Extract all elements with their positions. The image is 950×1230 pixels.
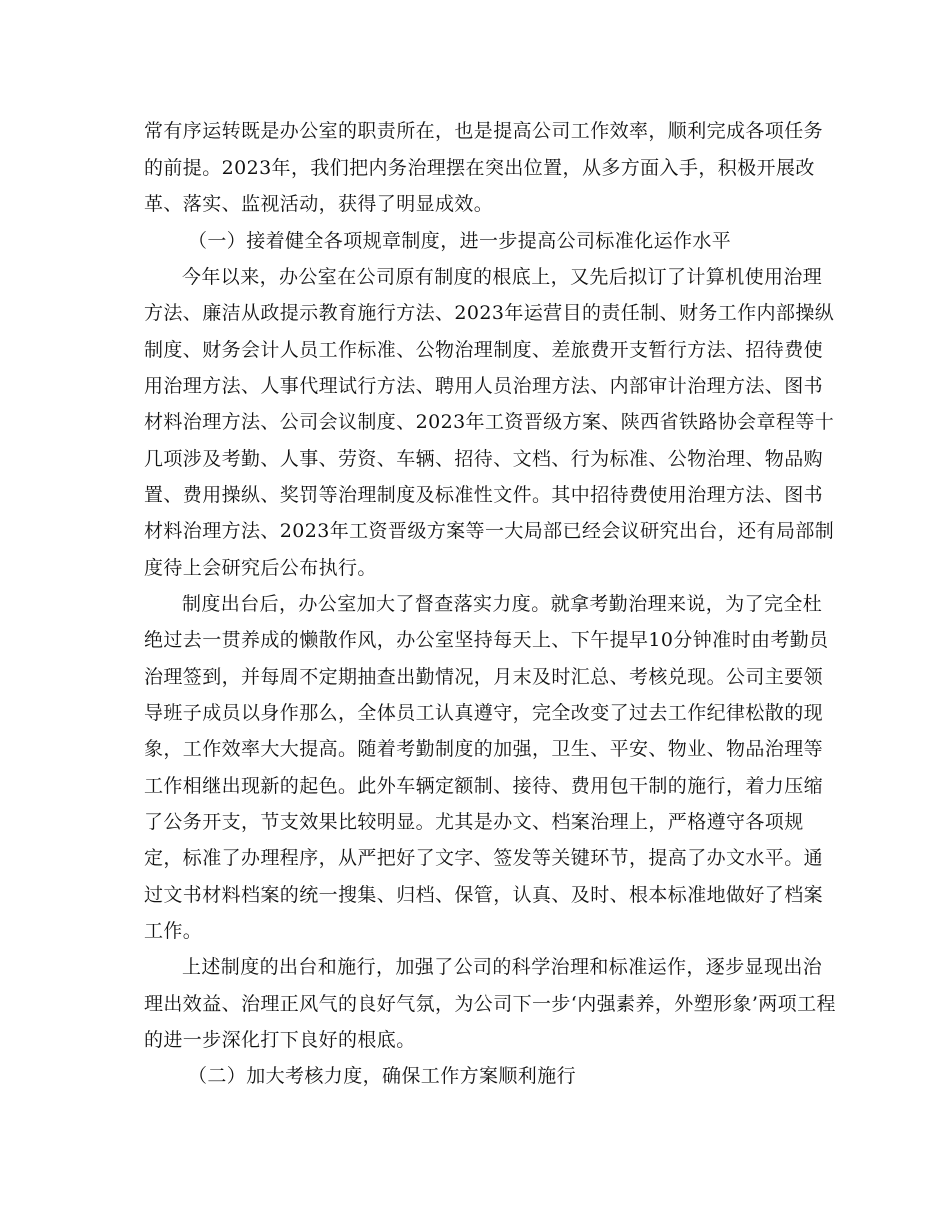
text-line: 方法、廉洁从政提示教育施行方法、2023年运营目的责任制、财务工作内部操纵	[144, 302, 835, 324]
text-line: 的前提。2023年，我们把内务治理摆在突出位置，从多方面入手，积极开展改	[144, 157, 815, 179]
text-line: 今年以来，办公室在公司原有制度的根底上，又先后拟订了计算机使用治理	[182, 266, 823, 288]
text-line: 常有序运转既是办公室的职责所在，也是提高公司工作效率，顺利完成各项任务	[144, 120, 824, 142]
text-line: 导班子成员以身作那么，全体员工认真遵守，完全改变了过去工作纪律松散的现	[144, 702, 824, 724]
text-line: 过文书材料档案的统一搜集、归档、保管，认真、及时、根本标准地做好了档案	[144, 884, 824, 906]
text-line: 象，工作效率大大提高。随着考勤制度的加强，卫生、平安、物业、物品治理等	[144, 738, 824, 760]
text-line: 制度、财务会计人员工作标准、公物治理制度、差旅费开支暂行方法、招待费使	[144, 339, 824, 361]
text-line: 材料治理方法、2023年工资晋级方案等一大局部已经会议研究出台，还有局部制	[144, 520, 835, 542]
text-line: 几项涉及考勤、人事、劳资、车辆、招待、文档、行为标准、公物治理、物品购	[144, 448, 824, 470]
text-line: 上述制度的出台和施行，加强了公司的科学治理和标准运作，逐步显现出治	[182, 956, 823, 978]
text-line: 工作。	[144, 920, 203, 942]
text-line: 的进一步深化打下良好的根底。	[144, 1029, 416, 1051]
section-heading: （一）接着健全各项规章制度，进一步提高公司标准化运作水平	[188, 230, 732, 252]
text-line: 用治理方法、人事代理试行方法、聘用人员治理方法、内部审计治理方法、图书	[144, 375, 824, 397]
text-line: 工作相继出现新的起色。此外车辆定额制、接待、费用包干制的施行，着力压缩	[144, 775, 824, 797]
text-line: 了公务开支，节支效果比较明显。尤其是办文、档案治理上，严格遵守各项规	[144, 811, 804, 833]
text-line: 绝过去一贯养成的懒散作风，办公室坚持每天上、下午提早10分钟准时由考勤员	[144, 629, 829, 651]
text-line: 理出效益、治理正风气的良好气氛，为公司下一步‘内强素养，外塑形象’两项工程	[144, 993, 836, 1015]
text-line: 定，标准了办理程序，从严把好了文字、签发等关键环节，提高了办文水平。通	[144, 847, 824, 869]
section-heading: （二）加大考核力度，确保工作方案顺利施行	[188, 1065, 577, 1087]
text-line: 革、落实、监视活动，获得了明显成效。	[144, 193, 494, 215]
text-line: 度待上会研究后公布执行。	[144, 557, 377, 579]
text-line: 治理签到，并每周不定期抽查出勤情况，月末及时汇总、考核兑现。公司主要领	[144, 666, 824, 688]
text-line: 材料治理方法、公司会议制度、2023年工资晋级方案、陕西省铁路协会章程等十	[144, 411, 835, 433]
text-line: 制度出台后，办公室加大了督查落实力度。就拿考勤治理来说，为了完全杜	[182, 593, 823, 615]
text-line: 置、费用操纵、奖罚等治理制度及标准性文件。其中招待费使用治理方法、图书	[144, 484, 824, 506]
